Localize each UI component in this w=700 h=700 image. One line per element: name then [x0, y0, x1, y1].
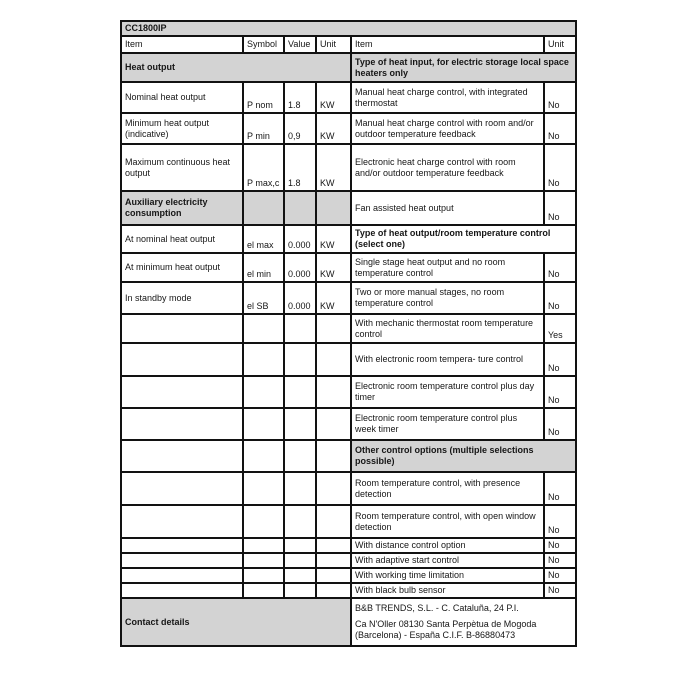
table-cell: [316, 472, 351, 505]
row-black-bulb-sensor: [121, 583, 576, 598]
contact-line: Ca N'Oller 08130 Santa Perpètua de Mogoda (Barcelona) - España C.I.F. B-86880473: [355, 619, 537, 640]
table-cell: [121, 314, 243, 343]
yes-no-value: No: [544, 505, 576, 538]
table-cell: Fan assisted heat output: [351, 191, 544, 225]
table-cell: [284, 408, 316, 440]
yes-no-value: No: [544, 583, 576, 598]
symbol-value: P nom: [243, 82, 284, 113]
heater-spec-table: [120, 20, 577, 647]
table-cell: [243, 314, 284, 343]
table-cell: [121, 553, 243, 568]
table-cell: [284, 583, 316, 598]
table-cell: [284, 191, 316, 225]
table-cell: [243, 191, 284, 225]
table-cell: Minimum heat output (indicative): [121, 113, 243, 144]
table-cell: [121, 568, 243, 583]
unit-value: KW: [316, 82, 351, 113]
contact-details-value: [351, 598, 576, 646]
col-header-item-left: Item: [121, 36, 243, 53]
col-header-symbol: Symbol: [243, 36, 284, 53]
table-cell: [243, 538, 284, 553]
table-cell: With working time limitation: [351, 568, 544, 583]
yes-no-value: No: [544, 191, 576, 225]
table-cell: [316, 376, 351, 408]
table-cell: Manual heat charge control, with integrated thermostat: [351, 82, 544, 113]
numeric-value: 0.000: [284, 282, 316, 314]
section-type-of-heat-input: Type of heat input, for electric storage local space heaters only: [351, 53, 576, 82]
table-cell: [121, 376, 243, 408]
numeric-value: 0.000: [284, 225, 316, 253]
table-cell: [284, 568, 316, 583]
table-cell: [243, 376, 284, 408]
column-header-row: [121, 36, 576, 53]
product-model: CC1800IP: [121, 21, 576, 36]
table-cell: [243, 472, 284, 505]
table-cell: Electronic heat charge control with room and/or outdoor temperature feedback: [351, 144, 544, 191]
section-auxiliary-electricity: Auxiliary electricity consumption: [121, 191, 243, 225]
table-cell: [121, 538, 243, 553]
table-cell: [316, 408, 351, 440]
yes-no-value: No: [544, 408, 576, 440]
yes-no-value: No: [544, 343, 576, 376]
table-cell: Room temperature control, with presence detection: [351, 472, 544, 505]
table-cell: At minimum heat output: [121, 253, 243, 282]
section-type-of-heat-output: Type of heat output/room temperature control (select one): [351, 225, 576, 253]
table-cell: [121, 343, 243, 376]
table-cell: [284, 343, 316, 376]
table-cell: [316, 568, 351, 583]
table-cell: In standby mode: [121, 282, 243, 314]
numeric-value: 1.8: [284, 82, 316, 113]
row-electronic-room-temperature: [121, 343, 576, 376]
table-cell: At nominal heat output: [121, 225, 243, 253]
table-cell: [316, 440, 351, 472]
numeric-value: 0.000: [284, 253, 316, 282]
unit-value: KW: [316, 144, 351, 191]
row-at-minimum-heat-output: [121, 253, 576, 282]
symbol-value: el max: [243, 225, 284, 253]
row-mechanic-thermostat: [121, 314, 576, 343]
section-heat-output: Heat output: [121, 53, 351, 82]
table-cell: [316, 553, 351, 568]
row-presence-detection: [121, 472, 576, 505]
table-cell: [121, 472, 243, 505]
table-cell: [316, 343, 351, 376]
table-cell: [316, 538, 351, 553]
yes-no-value: No: [544, 553, 576, 568]
section-other-control-options: Other control options (multiple selections possible): [351, 440, 576, 472]
table-cell: Electronic room temperature control plus day timer: [351, 376, 544, 408]
yes-no-value: No: [544, 144, 576, 191]
yes-no-value: No: [544, 82, 576, 113]
unit-value: KW: [316, 113, 351, 144]
contact-details-label: Contact details: [121, 598, 351, 646]
table-cell: [121, 583, 243, 598]
table-cell: [243, 505, 284, 538]
table-cell: [121, 505, 243, 538]
yes-no-value: No: [544, 538, 576, 553]
yes-no-value: No: [544, 376, 576, 408]
table-cell: Single stage heat output and no room temperature control: [351, 253, 544, 282]
col-header-unit-left: Unit: [316, 36, 351, 53]
symbol-value: el min: [243, 253, 284, 282]
unit-value: KW: [316, 282, 351, 314]
table-cell: [243, 408, 284, 440]
table-cell: With electronic room tempera- ture control: [351, 343, 544, 376]
row-working-time-limitation: [121, 568, 576, 583]
row-open-window-detection: [121, 505, 576, 538]
table-cell: [243, 343, 284, 376]
table-cell: Electronic room temperature control plus week timer: [351, 408, 544, 440]
table-cell: With distance control option: [351, 538, 544, 553]
yes-no-value: No: [544, 253, 576, 282]
yes-no-value: No: [544, 113, 576, 144]
table-cell: [284, 538, 316, 553]
row-maximum-continuous-heat-output: [121, 144, 576, 191]
row-at-nominal-heat-output: [121, 225, 576, 253]
table-cell: With mechanic thermostat room temperature control: [351, 314, 544, 343]
row-day-timer: [121, 376, 576, 408]
table-cell: Two or more manual stages, no room temperature control: [351, 282, 544, 314]
symbol-value: el SB: [243, 282, 284, 314]
row-adaptive-start-control: [121, 553, 576, 568]
row-week-timer: [121, 408, 576, 440]
table-cell: [284, 505, 316, 538]
row-section-heat-output: [121, 53, 576, 82]
table-cell: With adaptive start control: [351, 553, 544, 568]
yes-no-value: No: [544, 472, 576, 505]
table-cell: [243, 568, 284, 583]
yes-no-value: Yes: [544, 314, 576, 343]
symbol-value: P max,c: [243, 144, 284, 191]
table-cell: Manual heat charge control with room and/or outdoor temperature feedback: [351, 113, 544, 144]
table-cell: Maximum continuous heat output: [121, 144, 243, 191]
yes-no-value: No: [544, 282, 576, 314]
table-cell: [243, 440, 284, 472]
col-header-unit-right: Unit: [544, 36, 576, 53]
table-cell: Room temperature control, with open window detection: [351, 505, 544, 538]
unit-value: KW: [316, 253, 351, 282]
row-section-auxiliary-electricity: [121, 191, 576, 225]
table-cell: [316, 505, 351, 538]
yes-no-value: No: [544, 568, 576, 583]
table-cell: [284, 376, 316, 408]
numeric-value: 1.8: [284, 144, 316, 191]
title-row: [121, 21, 576, 36]
table-cell: [284, 440, 316, 472]
row-in-standby-mode: [121, 282, 576, 314]
table-cell: [243, 583, 284, 598]
table-cell: With black bulb sensor: [351, 583, 544, 598]
row-distance-control: [121, 538, 576, 553]
numeric-value: 0,9: [284, 113, 316, 144]
table-cell: [316, 314, 351, 343]
row-section-other-control-options: [121, 440, 576, 472]
table-cell: [316, 583, 351, 598]
row-minimum-heat-output: [121, 113, 576, 144]
table-cell: [316, 191, 351, 225]
table-cell: [284, 314, 316, 343]
row-contact-details: [121, 598, 576, 646]
unit-value: KW: [316, 225, 351, 253]
table-cell: [284, 553, 316, 568]
table-cell: [121, 440, 243, 472]
col-header-item-right: Item: [351, 36, 544, 53]
contact-line: B&B TRENDS, S.L. - C. Cataluña, 24 P.I.: [355, 603, 519, 613]
table-cell: [121, 408, 243, 440]
table-cell: Nominal heat output: [121, 82, 243, 113]
symbol-value: P min: [243, 113, 284, 144]
table-cell: [243, 553, 284, 568]
col-header-value: Value: [284, 36, 316, 53]
table-cell: [284, 472, 316, 505]
row-nominal-heat-output: [121, 82, 576, 113]
